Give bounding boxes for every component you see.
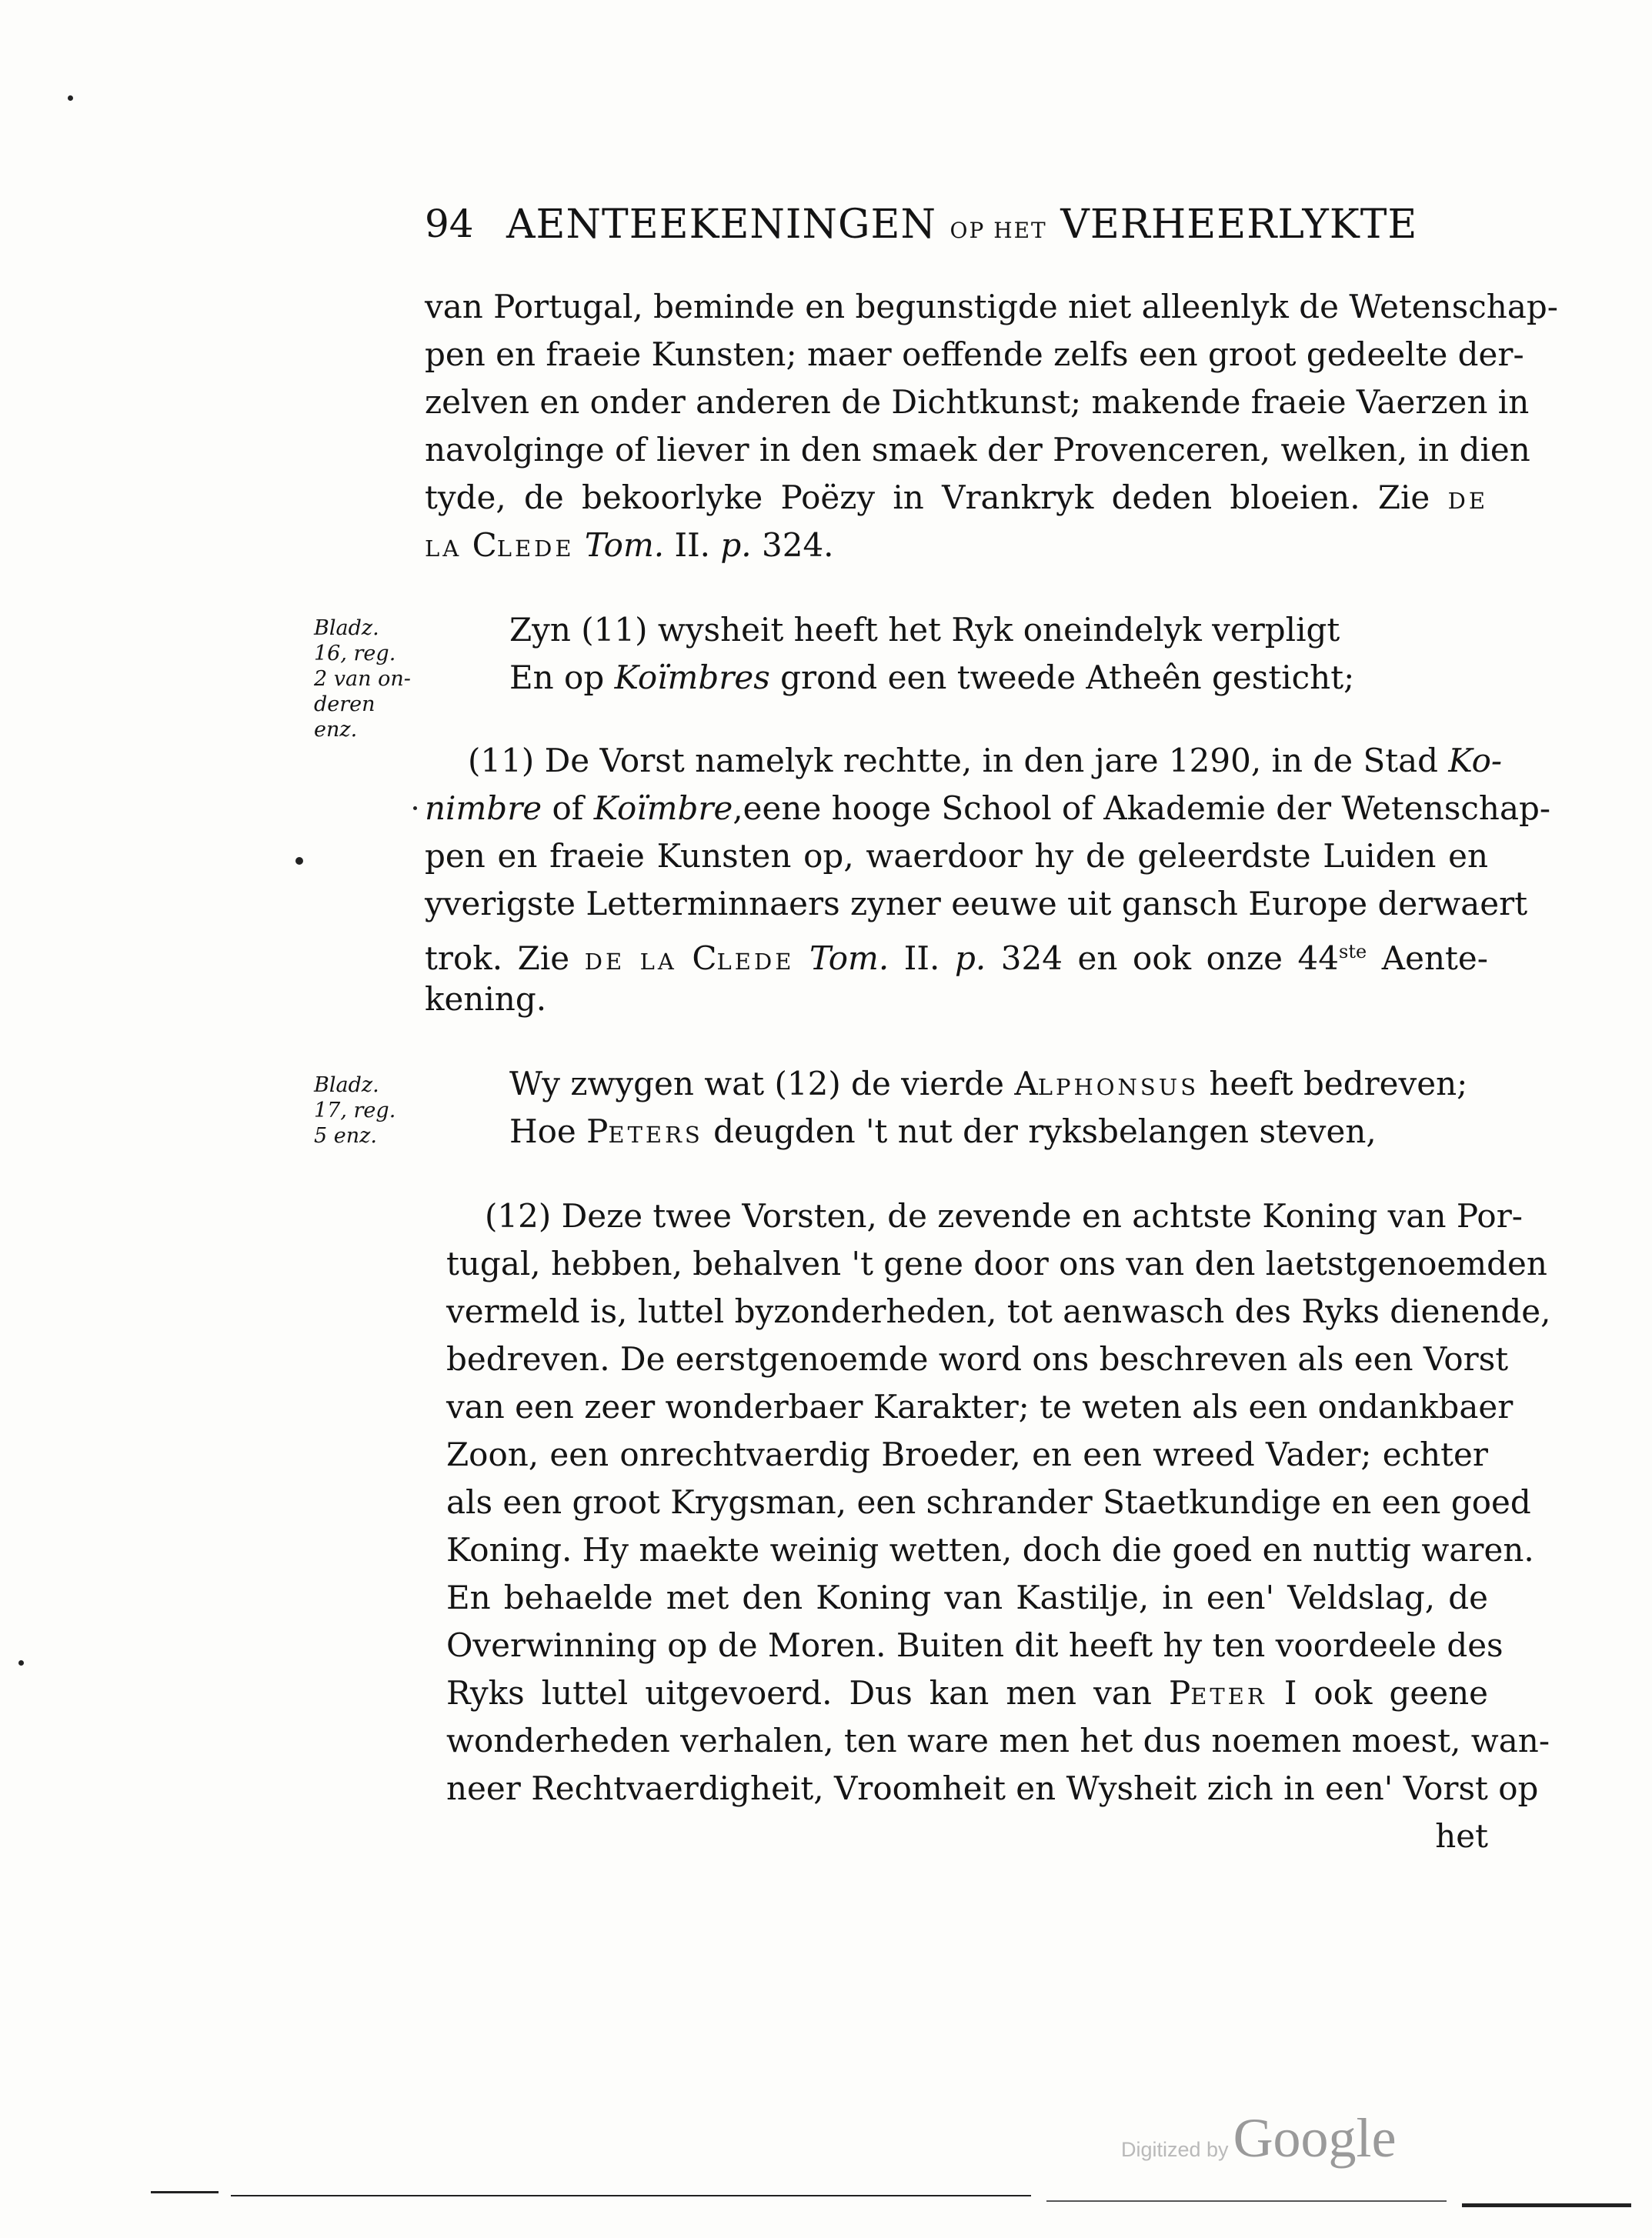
verse-line <box>509 1060 1510 1108</box>
text-span: 324 en ook onze 44 <box>1000 939 1340 977</box>
text-line: Overwinning op de Moren. Buiten dit heeft hy ten voordeele des <box>446 1626 1503 1664</box>
running-header <box>425 202 1502 255</box>
catchword: het <box>1435 1817 1488 1855</box>
text-line: Zoon, een onrechtvaerdig Broeder, en een wreed Vader; echter <box>446 1436 1488 1473</box>
text-span: trok. Zie <box>425 939 570 977</box>
text-line: pen en fraeie Kunsten; maer oeffende zelfs een groot gedeelte der- <box>425 335 1524 373</box>
title-small-caps: OP HET <box>949 218 1047 243</box>
text-line <box>446 1669 1488 1717</box>
text-line: vermeld is, luttel byzonderheden, tot aenwasch des Ryks dienende, <box>446 1292 1551 1330</box>
text-span: I ook geene <box>1283 1674 1488 1712</box>
text-line: zelven en onder anderen de Dichtkunst; makende fraeie Vaerzen in <box>425 383 1530 421</box>
capital-letter: P <box>586 1112 609 1150</box>
text-span: Ryks luttel uitgevoerd. Dus kan men van <box>446 1674 1152 1712</box>
margin-line: 2 van on- <box>314 667 411 691</box>
small-caps: LA <box>425 535 462 562</box>
text-line: als een groot Krygsman, een schrander Staetkundige en een goed <box>446 1483 1531 1521</box>
page-number: 94 <box>425 202 474 246</box>
text-span: tyde, de bekoorlyke Poëzy in Vrankryk deden bloeien. Zie <box>425 479 1430 516</box>
text-line: van Portugal, beminde en begunstigde niet alleenlyk de Wetenschap- <box>425 288 1558 325</box>
small-caps: LEDE <box>716 949 795 975</box>
text-span: II. <box>903 939 940 977</box>
margin-reference-2 <box>314 1072 395 1149</box>
verse-line: Zyn (11) wysheit heeft het Ryk oneindelyk verpligt <box>509 611 1340 649</box>
small-caps: DE <box>1447 488 1488 514</box>
digitized-by-label: Digitized by <box>1121 2138 1229 2161</box>
margin-line: deren <box>314 692 375 716</box>
google-watermark <box>1121 2106 1397 2170</box>
verse-line <box>509 654 1510 702</box>
capital-letter: C <box>472 526 497 564</box>
text-line: bedreven. De eerstgenoemde word ons beschreven als een Vorst <box>446 1340 1509 1378</box>
text-line <box>468 737 1503 785</box>
scan-edge-line <box>231 2195 1031 2196</box>
text-span: grond een tweede Atheên gesticht; <box>780 659 1355 696</box>
italic-text: Koïmbres <box>614 659 770 696</box>
italic-text: nimbre <box>425 789 542 827</box>
text-span: Wy zwygen wat (12) de vierde <box>509 1065 1004 1102</box>
margin-line: 5 enz. <box>314 1124 377 1148</box>
small-caps: DE LA <box>584 949 677 975</box>
scan-speck <box>295 857 303 865</box>
text-line: navolginge of liever in den smaek der Provenceren, welken, in dien <box>425 431 1530 469</box>
small-caps: LEDE <box>496 535 575 562</box>
text-line: tugal, hebben, behalven 't gene door ons van den laetstgenoemden <box>446 1245 1547 1282</box>
small-caps: ETER <box>1190 1683 1267 1709</box>
italic-text: Ko- <box>1448 742 1503 779</box>
margin-reference-1 <box>314 615 411 742</box>
superscript: ste <box>1339 941 1367 962</box>
text-line: yverigste Letterminnaers zyner eeuwe uit gansch Europe derwaert <box>425 885 1528 922</box>
italic-text: Tom. <box>584 526 665 564</box>
text-line: kening. <box>425 980 547 1018</box>
italic-text: Koïmbre <box>593 789 733 827</box>
text-line <box>425 785 1551 832</box>
title-part-1: AENTEEKENINGEN <box>506 202 936 248</box>
italic-text: p. <box>954 939 986 977</box>
text-line: En behaelde met den Koning van Kastilje, in een' Veldslag, de <box>446 1579 1488 1616</box>
margin-line: Bladz. <box>314 616 379 640</box>
italic-text: Tom. <box>809 939 889 977</box>
capital-letter: A <box>1014 1065 1038 1102</box>
scan-edge-line <box>151 2191 219 2193</box>
text-line: Koning. Hy maekte weinig wetten, doch die goed en nuttig waren. <box>446 1531 1534 1569</box>
google-logo: Google <box>1233 2107 1397 2169</box>
text-line: neer Rechtvaerdigheit, Vroomheit en Wysheit zich in een' Vorst op <box>446 1769 1539 1807</box>
text-span: ,eene hooge School of Akademie der Wetenschap- <box>733 789 1551 827</box>
text-line: (12) Deze twee Vorsten, de zevende en achtste Koning van Por- <box>485 1197 1523 1235</box>
scan-edge-line <box>1046 2200 1447 2202</box>
text-span: deugden 't nut der ryksbelangen steven, <box>713 1112 1377 1150</box>
small-caps: LPHONSUS <box>1037 1074 1200 1100</box>
text-line <box>425 474 1488 522</box>
text-line: pen en fraeie Kunsten op, waerdoor hy de geleerdste Luiden en <box>425 837 1488 875</box>
italic-text: p. <box>720 526 752 564</box>
scan-speck <box>68 95 73 101</box>
margin-line: enz. <box>314 718 358 742</box>
text-span: En op <box>509 659 605 696</box>
text-span: of <box>552 789 584 827</box>
running-title <box>506 202 1417 248</box>
verse-line <box>509 1108 1510 1156</box>
margin-line: 16, reg. <box>314 642 396 665</box>
capital-letter: C <box>692 939 717 977</box>
text-span: 324. <box>762 526 834 564</box>
text-span: Hoe <box>509 1112 576 1150</box>
text-line <box>425 928 1488 976</box>
text-line <box>425 522 1488 569</box>
scan-speck <box>413 806 417 810</box>
text-line: van een zeer wonderbaer Karakter; te weten als een ondankbaer <box>446 1388 1513 1426</box>
margin-line: 17, reg. <box>314 1099 396 1122</box>
scan-speck <box>18 1660 24 1666</box>
scan-edge-line <box>1462 2203 1631 2207</box>
text-line: wonderheden verhalen, ten ware men het dus noemen moest, wan- <box>446 1722 1550 1759</box>
small-caps: ETERS <box>608 1122 703 1148</box>
text-span: II. <box>674 526 711 564</box>
text-span: Aente- <box>1381 939 1488 977</box>
text-span: heeft bedreven; <box>1209 1065 1468 1102</box>
margin-line: Bladz. <box>314 1073 379 1097</box>
title-part-2: VERHEERLYKTE <box>1060 202 1418 248</box>
capital-letter: P <box>1168 1674 1191 1712</box>
text-span: (11) De Vorst namelyk rechtte, in den jare 1290, in de Stad <box>468 742 1439 779</box>
